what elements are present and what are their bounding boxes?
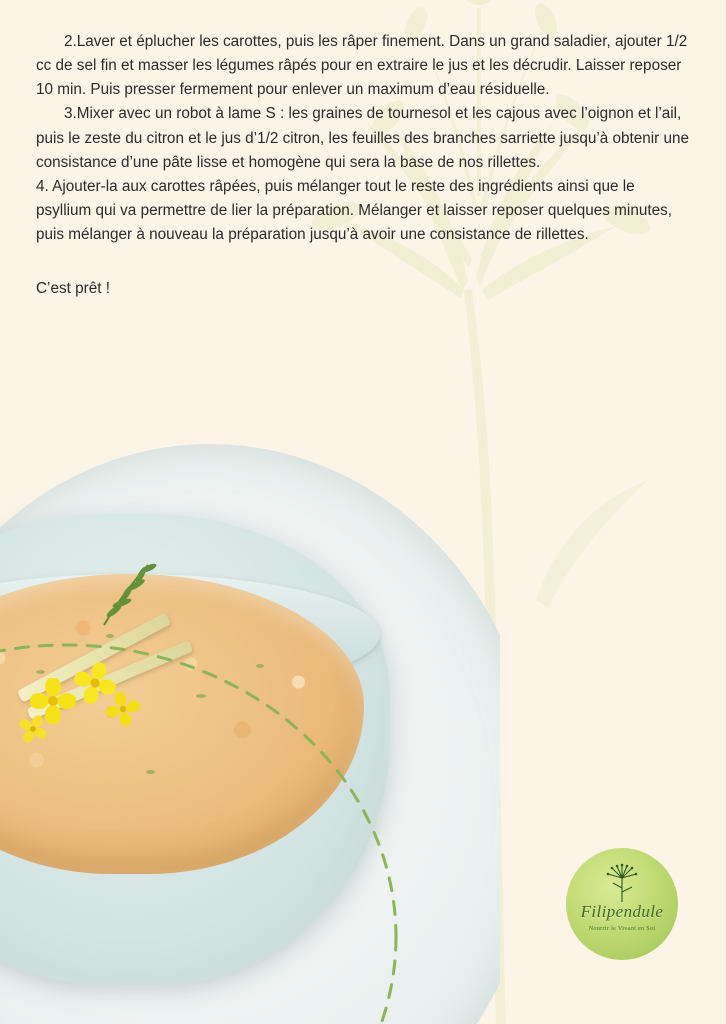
dish-photo <box>0 444 500 1024</box>
logo-brand-name: Filipendule <box>580 902 664 921</box>
recipe-step: 2.Laver et éplucher les carottes, puis les râper finement. Dans un grand saladier, ajouter 1/2 cc de sel fin et masser les légumes râpés pour en extraire le jus et les décrudir. Laisser reposer 10 min. Puis presser fermement pour enlever un maximum d’eau résiduelle. <box>36 33 688 99</box>
brand-logo <box>566 848 678 960</box>
recipe-step: 3.Mixer avec un robot à lame S : les graines de tournesol et les cajous avec l’oignon et l’ail, puis le zeste du citron et le jus d’1/2 citron, les feuilles des branches sarriette jusqu’à obtenir une consistance d’une pâte lisse et homogène qui sera la base de nos rillettes. <box>36 105 690 171</box>
rosemary-sprig <box>96 559 166 629</box>
recipe-steps <box>36 30 690 302</box>
logo-tagline: Nourrir le Vivant en Soi <box>588 925 656 932</box>
recipe-step: 4. Ajouter-la aux carottes râpées, puis mélanger tout le reste des ingrédients ainsi que le psyllium qui va permettre de lier la préparation. Mélanger et laisser reposer quelques minutes, puis mélanger à nouveau la préparation jusqu’à avoir une consistance de rillettes. <box>36 177 672 244</box>
recipe-closing: C’est prêt ! <box>36 280 110 298</box>
